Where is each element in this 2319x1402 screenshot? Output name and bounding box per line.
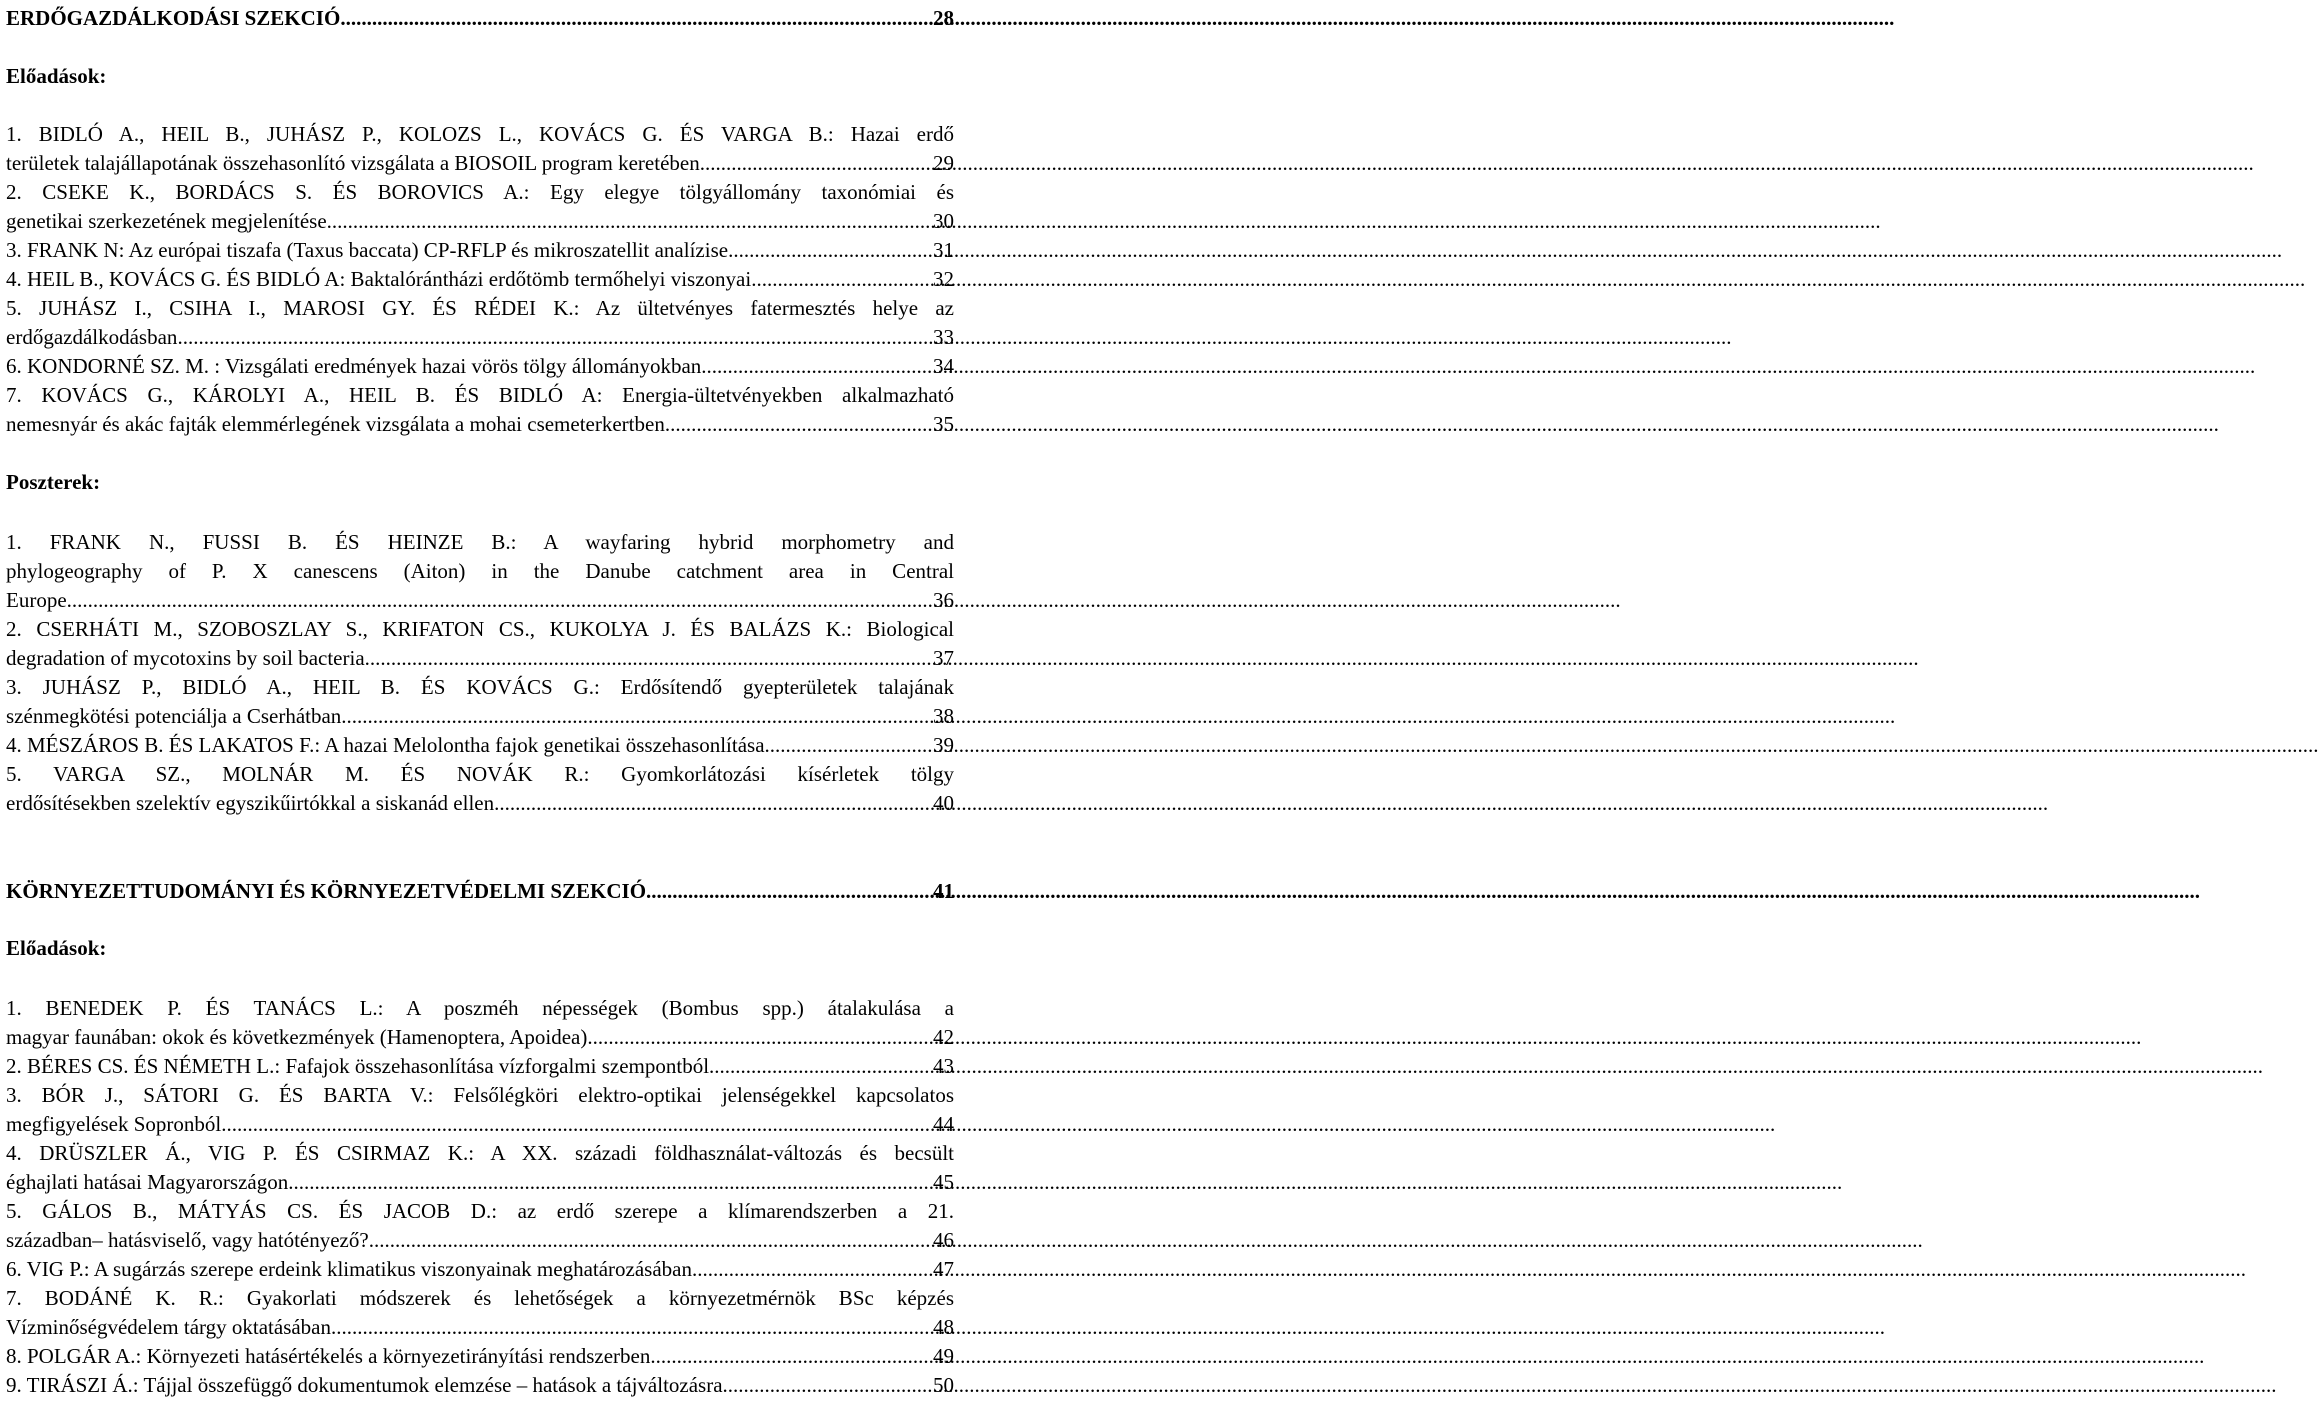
section-title-erdogazdalkodasi bbox=[6, 4, 954, 33]
group-label-eloadasok: Előadások: bbox=[6, 936, 107, 960]
entry-page-number: 46 bbox=[933, 1228, 954, 1252]
entry-page-number: 43 bbox=[933, 1054, 954, 1078]
section-title-text: ERDŐGAZDÁLKODÁSI SZEKCIÓ bbox=[6, 6, 341, 30]
toc-entry-line: szénmegkötési potenciálja a Cserhátban ..... 38 bbox=[6, 702, 954, 731]
toc-entry-line: Vízminőségvédelem tárgy oktatásában ..... 48 bbox=[6, 1313, 954, 1342]
toc-entry-line: 7. BODÁNÉ K. R.: Gyakorlati módszerek és lehetőségek a környezetmérnök BSc képzés bbox=[6, 1286, 954, 1310]
toc-entry-line: területek talajállapotának összehasonlító vizsgálata a BIOSOIL program keretében ..... 29 bbox=[6, 149, 954, 178]
entry-page-number: 42 bbox=[933, 1025, 954, 1049]
toc-entry-line: 2. CSEKE K., BORDÁCS S. ÉS BOROVICS A.: Egy elegye tölgyállomány taxonómiai és bbox=[6, 180, 954, 204]
entry-page-number: 48 bbox=[933, 1315, 954, 1339]
entry-page-number: 39 bbox=[933, 733, 954, 757]
toc-entry-line: 4. MÉSZÁROS B. ÉS LAKATOS F.: A hazai Melolontha fajok genetikai összehasonlítása ..... 39 bbox=[6, 731, 954, 760]
entry-page-number: 44 bbox=[933, 1112, 954, 1136]
toc-entry-line: 2. BÉRES CS. ÉS NÉMETH L.: Fafajok összehasonlítása vízforgalmi szempontból ..... 43 bbox=[6, 1052, 954, 1081]
entry-page-number: 33 bbox=[933, 325, 954, 349]
entry-page-number: 29 bbox=[933, 151, 954, 175]
toc-entry-line: erdősítésekben szelektív egyszikűirtókkal a siskanád ellen ..... 40 bbox=[6, 789, 954, 818]
section-title-text: KÖRNYEZETTUDOMÁNYI ÉS KÖRNYEZETVÉDELMI SZEKCIÓ bbox=[6, 879, 647, 903]
toc-entry-line: 6. KONDORNÉ SZ. M. : Vizsgálati eredmények hazai vörös tölgy állományokban ..... 34 bbox=[6, 352, 954, 381]
entry-page-number: 40 bbox=[933, 791, 954, 815]
entry-page-number: 49 bbox=[933, 1344, 954, 1368]
toc-entry-line: 4. DRÜSZLER Á., VIG P. ÉS CSIRMAZ K.: A XX. századi földhasználat-változás és becsült bbox=[6, 1141, 954, 1165]
toc-entry-line: 5. GÁLOS B., MÁTYÁS CS. ÉS JACOB D.: az erdő szerepe a klímarendszerben a 21. bbox=[6, 1199, 954, 1223]
entry-page-number: 32 bbox=[933, 267, 954, 291]
toc-entry-line: 2. CSERHÁTI M., SZOBOSZLAY S., KRIFATON CS., KUKOLYA J. ÉS BALÁZS K.: Biological bbox=[6, 617, 954, 641]
toc-entry-line: 1. FRANK N., FUSSI B. ÉS HEINZE B.: A wayfaring hybrid morphometry and bbox=[6, 530, 954, 554]
entry-page-number: 34 bbox=[933, 354, 954, 378]
toc-entry-line: 5. VARGA SZ., MOLNÁR M. ÉS NOVÁK R.: Gyomkorlátozási kísérletek tölgy bbox=[6, 762, 954, 786]
toc-entry-line: 7. KOVÁCS G., KÁROLYI A., HEIL B. ÉS BIDLÓ A: Energia-ültetvényekben alkalmazható bbox=[6, 383, 954, 407]
toc-entry-line: megfigyelések Sopronból ..... 44 bbox=[6, 1110, 954, 1139]
section-page-number: 28 bbox=[933, 6, 954, 30]
toc-entry-line: erdőgazdálkodásban ..... 33 bbox=[6, 323, 954, 352]
toc-entry-line: 1. BIDLÓ A., HEIL B., JUHÁSZ P., KOLOZS L., KOVÁCS G. ÉS VARGA B.: Hazai erdő bbox=[6, 122, 954, 146]
toc-entry-line: degradation of mycotoxins by soil bacteria ..... 37 bbox=[6, 644, 954, 673]
group-label-poszterek: Poszterek: bbox=[6, 470, 101, 494]
toc-entry-line: Europe ..... 36 bbox=[6, 586, 954, 615]
entry-page-number: 47 bbox=[933, 1257, 954, 1281]
toc-entry-line: phylogeography of P. X canescens (Aiton) in the Danube catchment area in Central bbox=[6, 559, 954, 583]
toc-entry-line: 3. JUHÁSZ P., BIDLÓ A., HEIL B. ÉS KOVÁCS G.: Erdősítendő gyepterületek talajának bbox=[6, 675, 954, 699]
entry-page-number: 30 bbox=[933, 209, 954, 233]
toc-entry-line: 8. POLGÁR A.: Környezeti hatásértékelés a környezetirányítási rendszerben ..... 49 bbox=[6, 1342, 954, 1371]
entry-page-number: 37 bbox=[933, 646, 954, 670]
toc-entry-line: 3. FRANK N: Az európai tiszafa (Taxus baccata) CP-RFLP és mikroszatellit analízise ..... 31 bbox=[6, 236, 954, 265]
entry-page-number: 31 bbox=[933, 238, 954, 262]
toc-entry-line: genetikai szerkezetének megjelenítése ..... 30 bbox=[6, 207, 954, 236]
toc-entry-line: 1. BENEDEK P. ÉS TANÁCS L.: A poszméh népességek (Bombus spp.) átalakulása a bbox=[6, 996, 954, 1020]
entry-page-number: 35 bbox=[933, 412, 954, 436]
toc-entry-line: században– hatásviselő, vagy hatótényező? ..... 46 bbox=[6, 1226, 954, 1255]
toc-entry-line: 6. VIG P.: A sugárzás szerepe erdeink klimatikus viszonyainak meghatározásában ..... 47 bbox=[6, 1255, 954, 1284]
entry-page-number: 38 bbox=[933, 704, 954, 728]
toc-entry-line: 5. JUHÁSZ I., CSIHA I., MAROSI GY. ÉS RÉDEI K.: Az ültetvényes fatermesztés helye az bbox=[6, 296, 954, 320]
toc-entry-line: 3. BÓR J., SÁTORI G. ÉS BARTA V.: Felsőlégköri elektro-optikai jelenségekkel kapcsolatos bbox=[6, 1083, 954, 1107]
toc-entry-line: 4. HEIL B., KOVÁCS G. ÉS BIDLÓ A: Baktalórántházi erdőtömb termőhelyi viszonyai ..... 32 bbox=[6, 265, 954, 294]
toc-entry-line: magyar faunában: okok és következmények (Hamenoptera, Apoidea) ..... 42 bbox=[6, 1023, 954, 1052]
toc-entry-line: éghajlati hatásai Magyarországon ..... 45 bbox=[6, 1168, 954, 1197]
entry-page-number: 45 bbox=[933, 1170, 954, 1194]
toc-entry-line: 9. TIRÁSZI Á.: Tájjal összefüggő dokumentumok elemzése – hatások a tájváltozásra ..... 50 bbox=[6, 1371, 954, 1400]
entry-page-number: 50 bbox=[933, 1373, 954, 1397]
section-page-number: 41 bbox=[933, 879, 954, 903]
entry-page-number: 36 bbox=[933, 588, 954, 612]
group-label-eloadasok: Előadások: bbox=[6, 64, 107, 88]
section-title-kornyezettudomanyi bbox=[6, 877, 954, 906]
toc-entry-line: nemesnyár és akác fajták elemmérlegének vizsgálata a mohai csemeterkertben ..... 35 bbox=[6, 410, 954, 439]
